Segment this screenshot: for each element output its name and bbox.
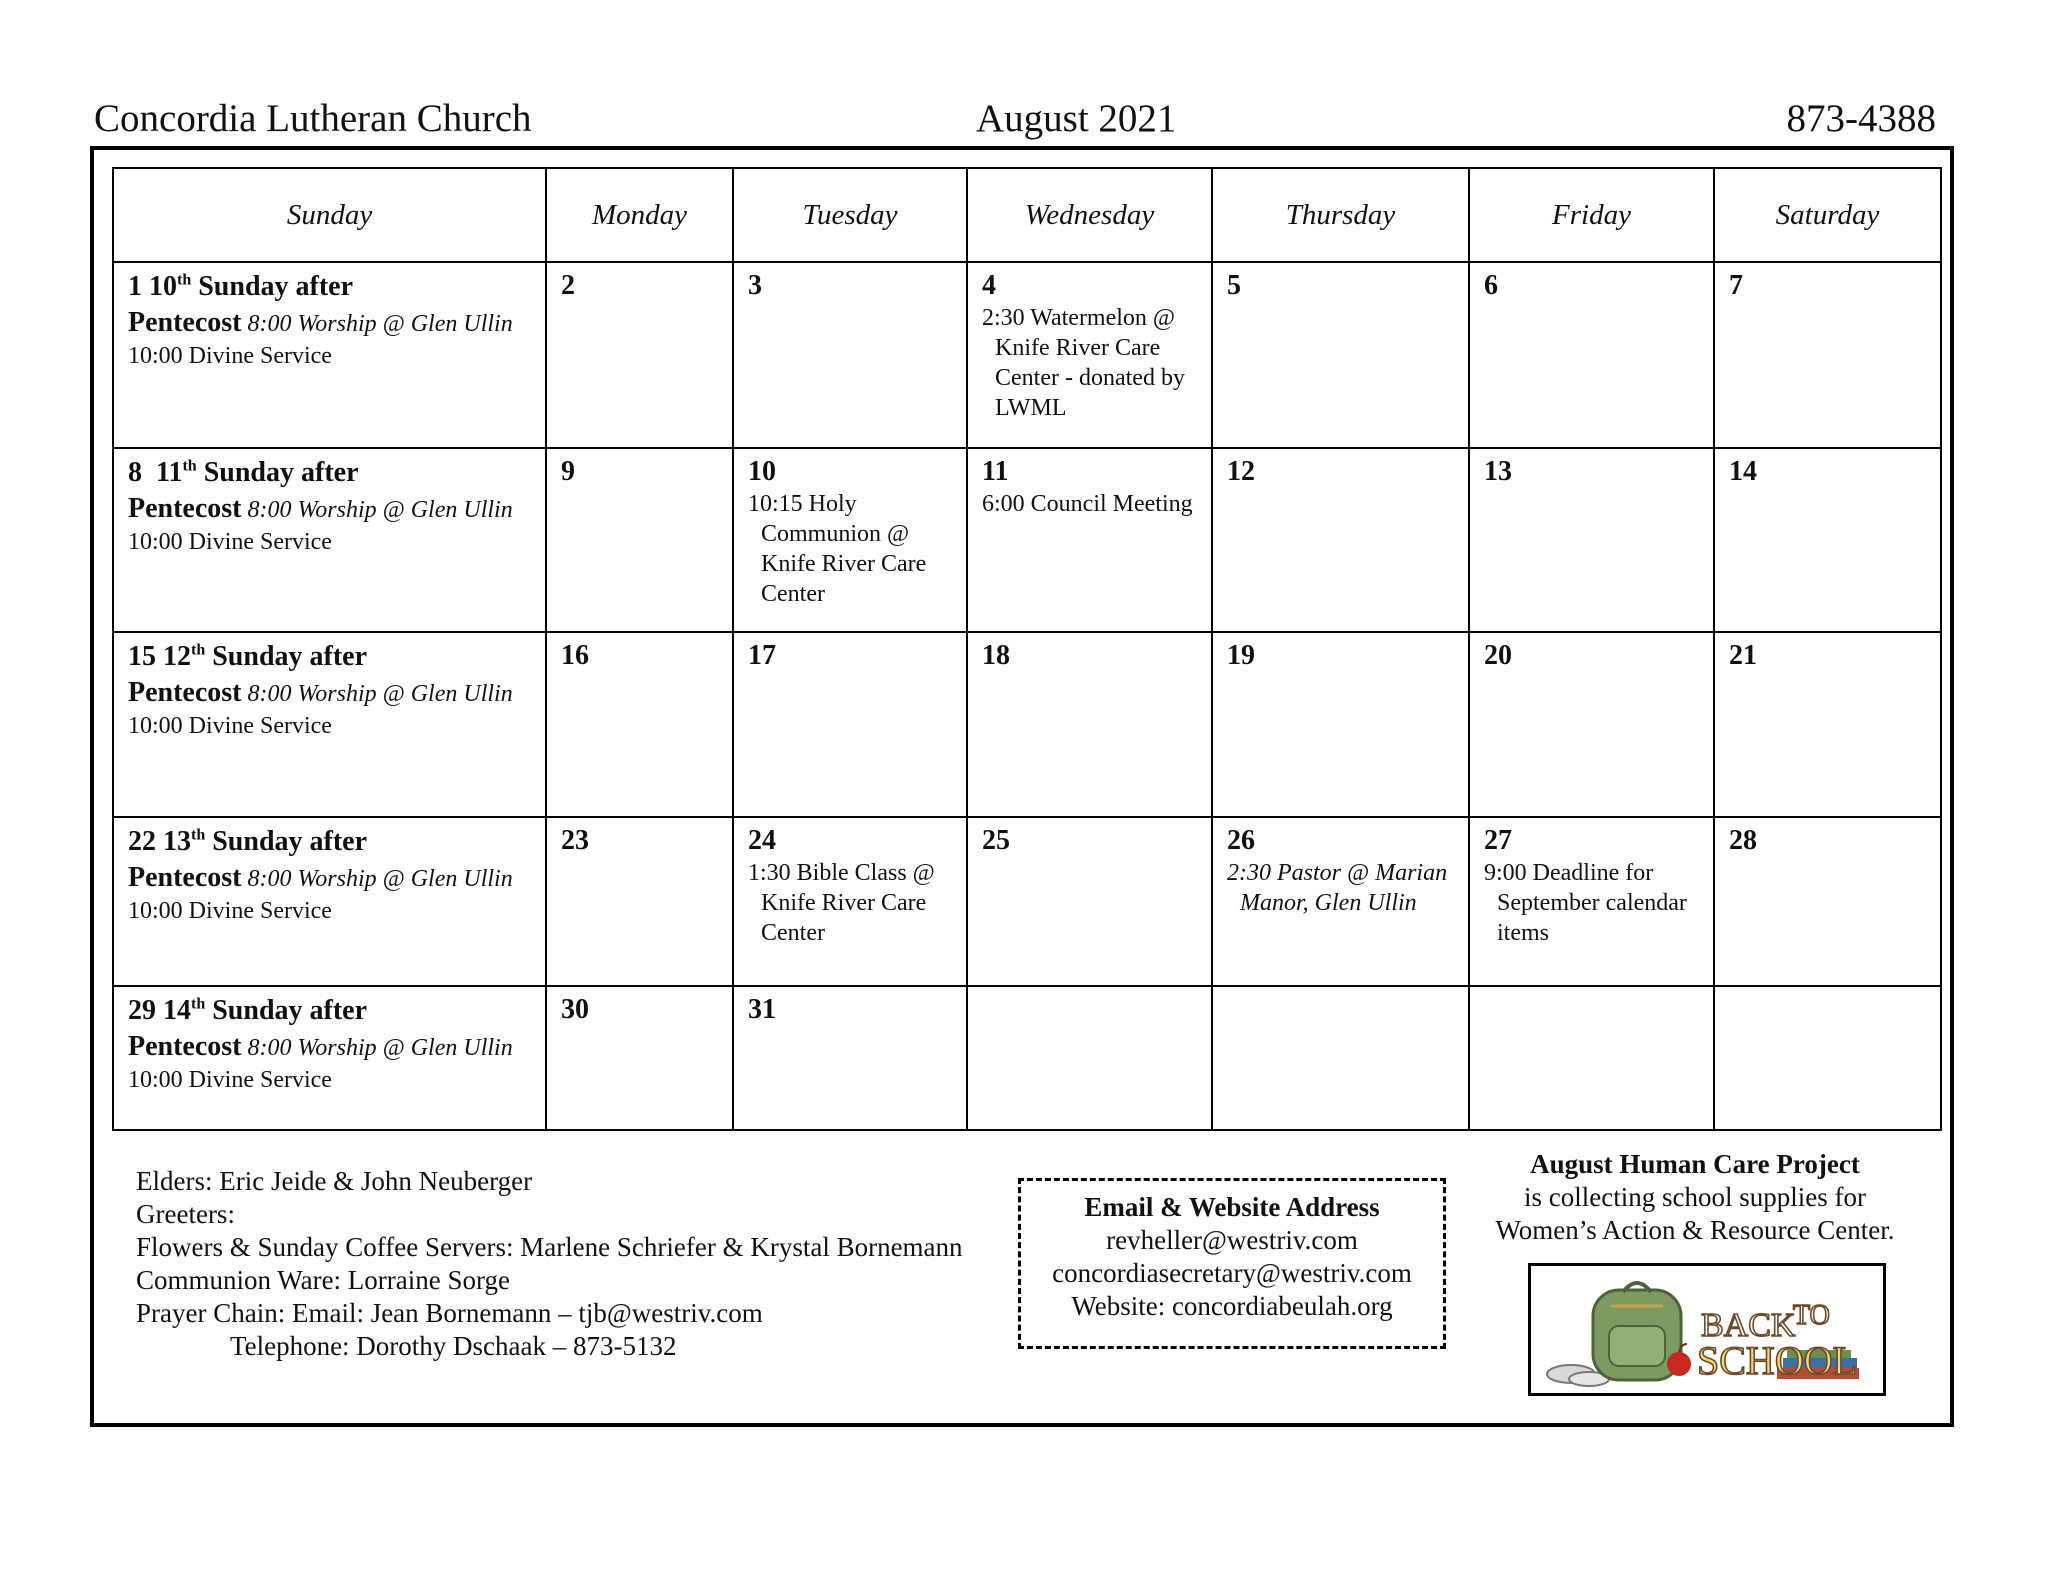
divine-service-event: 10:00 Divine Service [128,343,332,370]
svg-text:TO: TO [1793,1300,1830,1331]
day-cell-12 [1212,448,1469,632]
prayer-chain-line: Prayer Chain: Email: Jean Bornemann – tjb@westriv.com [136,1298,763,1328]
day-number: 7 [1729,270,1743,302]
divine-service-event: 10:00 Divine Service [128,898,332,925]
worship-event: 8:00 Worship @ Glen Ullin [247,1034,513,1061]
day-cell-17 [733,632,967,817]
day-cell-18 [967,632,1212,817]
week-row [113,448,1941,632]
weekday-tuesday: Tuesday [733,168,967,262]
empty-day-cell [1714,986,1941,1130]
day-cell-16 [546,632,733,817]
event-council-meeting: 6:00 Council Meeting [982,490,1193,517]
svg-text:SCHOOL: SCHOOL [1697,1338,1858,1383]
sunday-title: Sunday after [205,994,368,1026]
sunday-title: Sunday after [191,271,354,303]
weekday-monday: Monday [546,168,733,262]
sunday-ordinal: 13 [163,826,191,858]
worship-event: 8:00 Worship @ Glen Ullin [247,496,513,523]
ordinal-suffix: th [191,641,206,659]
divine-service-event: 10:00 Divine Service [128,528,332,555]
day-cell-1 [113,262,546,447]
day-cell-22 [113,817,546,985]
sunday-title-pentecost: Pentecost [128,862,242,894]
calendar-grid [112,167,1942,1131]
day-number: 11 [982,455,1009,487]
day-number: 25 [982,825,1010,857]
event-pastor-visit: 2:30 Pastor @ Marian Manor, Glen Ullin [1227,860,1448,917]
day-number: 13 [1484,455,1512,487]
event-watermelon: 2:30 Watermelon @ Knife River Care Center - donated by LWML [982,305,1185,422]
day-number: 12 [1227,455,1255,487]
day-cell-27 [1469,817,1714,985]
day-cell-7 [1714,262,1941,447]
secretary-email: concordiasecretary@westriv.com [1052,1258,1412,1288]
flowers-line: Flowers & Sunday Coffee Servers: Marlene Schriefer & Krystal Bornemann [136,1232,963,1262]
day-number: 22 [128,826,156,858]
week-row [113,262,1941,447]
sunday-title-pentecost: Pentecost [128,307,242,339]
day-cell-6 [1469,262,1714,447]
sunday-ordinal: 10 [149,271,177,303]
weekday-thursday: Thursday [1212,168,1469,262]
sunday-ordinal: 14 [163,994,191,1026]
day-cell-3 [733,262,967,447]
svg-text:BACK: BACK [1701,1307,1796,1344]
human-care-project [1460,1148,1930,1247]
care-line-1: is collecting school supplies for [1524,1182,1866,1212]
pastor-email: revheller@westriv.com [1106,1225,1358,1255]
day-cell-10 [733,448,967,632]
ordinal-suffix: th [191,995,206,1013]
sunday-ordinal: 12 [163,640,191,672]
day-number: 18 [982,639,1010,671]
weekday-saturday: Saturday [1714,168,1941,262]
telephone-line: Telephone: Dorothy Dschaak – 873-5132 [230,1331,677,1361]
day-cell-19 [1212,632,1469,817]
day-cell-2 [546,262,733,447]
day-number: 1 [128,271,142,303]
day-number: 24 [748,825,776,857]
backpack-icon [1531,1266,1883,1393]
day-cell-15 [113,632,546,817]
day-number: 14 [1729,455,1757,487]
day-cell-24 [733,817,967,985]
day-cell-25 [967,817,1212,985]
day-cell-26 [1212,817,1469,985]
communion-line: Communion Ware: Lorraine Sorge [136,1265,511,1295]
day-number: 9 [561,455,575,487]
day-number: 5 [1227,270,1241,302]
day-number: 21 [1729,639,1757,671]
day-number: 31 [748,993,776,1025]
day-cell-5 [1212,262,1469,447]
day-number: 30 [561,993,589,1025]
day-number: 23 [561,825,589,857]
day-cell-13 [1469,448,1714,632]
sunday-title: Sunday after [205,826,368,858]
event-calendar-deadline: 9:00 Deadline for September calendar items [1484,860,1687,947]
week-row [113,986,1941,1130]
day-number: 8 [128,456,142,488]
divine-service-event: 10:00 Divine Service [128,712,332,739]
sunday-title: Sunday after [196,456,359,488]
ordinal-suffix: th [177,271,192,289]
day-number: 17 [748,639,776,671]
divine-service-event: 10:00 Divine Service [128,1066,332,1093]
day-cell-8 [113,448,546,632]
day-cell-20 [1469,632,1714,817]
day-cell-11 [967,448,1212,632]
church-phone: 873-4388 [1786,97,1936,140]
sunday-title-pentecost: Pentecost [128,1030,242,1062]
calendar-month: August 2021 [976,97,1177,140]
event-bible-class: 1:30 Bible Class @ Knife River Care Center [748,860,935,947]
worship-event: 8:00 Worship @ Glen Ullin [247,866,513,893]
day-cell-31 [733,986,967,1130]
day-number: 29 [128,994,156,1026]
website-line: Website: concordiabeulah.org [1071,1291,1393,1321]
back-to-school-clipart [1528,1263,1886,1396]
weekday-wednesday: Wednesday [967,168,1212,262]
care-title: August Human Care Project [1530,1149,1860,1179]
empty-day-cell [1469,986,1714,1130]
sunday-title-pentecost: Pentecost [128,676,242,708]
day-cell-23 [546,817,733,985]
weekday-sunday: Sunday [113,168,546,262]
day-number: 3 [748,270,762,302]
empty-day-cell [967,986,1212,1130]
day-number: 16 [561,639,589,671]
event-holy-communion: 10:15 Holy Communion @ Knife River Care Center [748,490,927,607]
ordinal-suffix: th [191,826,206,844]
day-cell-9 [546,448,733,632]
volunteer-info [136,1165,963,1363]
contact-title: Email & Website Address [1084,1192,1380,1222]
care-line-2: Women’s Action & Resource Center. [1495,1215,1895,1245]
sunday-title: Sunday after [205,640,368,672]
day-cell-4 [967,262,1212,447]
day-cell-29 [113,986,546,1130]
greeters-line: Greeters: [136,1199,235,1229]
day-number: 19 [1227,639,1255,671]
weekday-header-row [113,168,1941,262]
week-row [113,817,1941,985]
day-number: 15 [128,640,156,672]
day-number: 10 [748,455,776,487]
worship-event: 8:00 Worship @ Glen Ullin [247,680,513,707]
day-cell-28 [1714,817,1941,985]
elders-line: Elders: Eric Jeide & John Neuberger [136,1166,533,1196]
day-number: 20 [1484,639,1512,671]
day-cell-21 [1714,632,1941,817]
sunday-title-pentecost: Pentecost [128,492,242,524]
day-number: 27 [1484,825,1512,857]
empty-day-cell [1212,986,1469,1130]
church-name: Concordia Lutheran Church [94,97,532,140]
day-number: 2 [561,270,575,302]
day-cell-30 [546,986,733,1130]
day-number: 4 [982,270,996,302]
contact-box [1018,1178,1446,1349]
day-number: 6 [1484,270,1498,302]
day-number: 26 [1227,825,1255,857]
day-cell-14 [1714,448,1941,632]
worship-event: 8:00 Worship @ Glen Ullin [247,311,513,338]
ordinal-suffix: th [182,457,197,475]
day-number: 28 [1729,825,1757,857]
weekday-friday: Friday [1469,168,1714,262]
sunday-ordinal: 11 [156,456,183,488]
week-row [113,632,1941,817]
